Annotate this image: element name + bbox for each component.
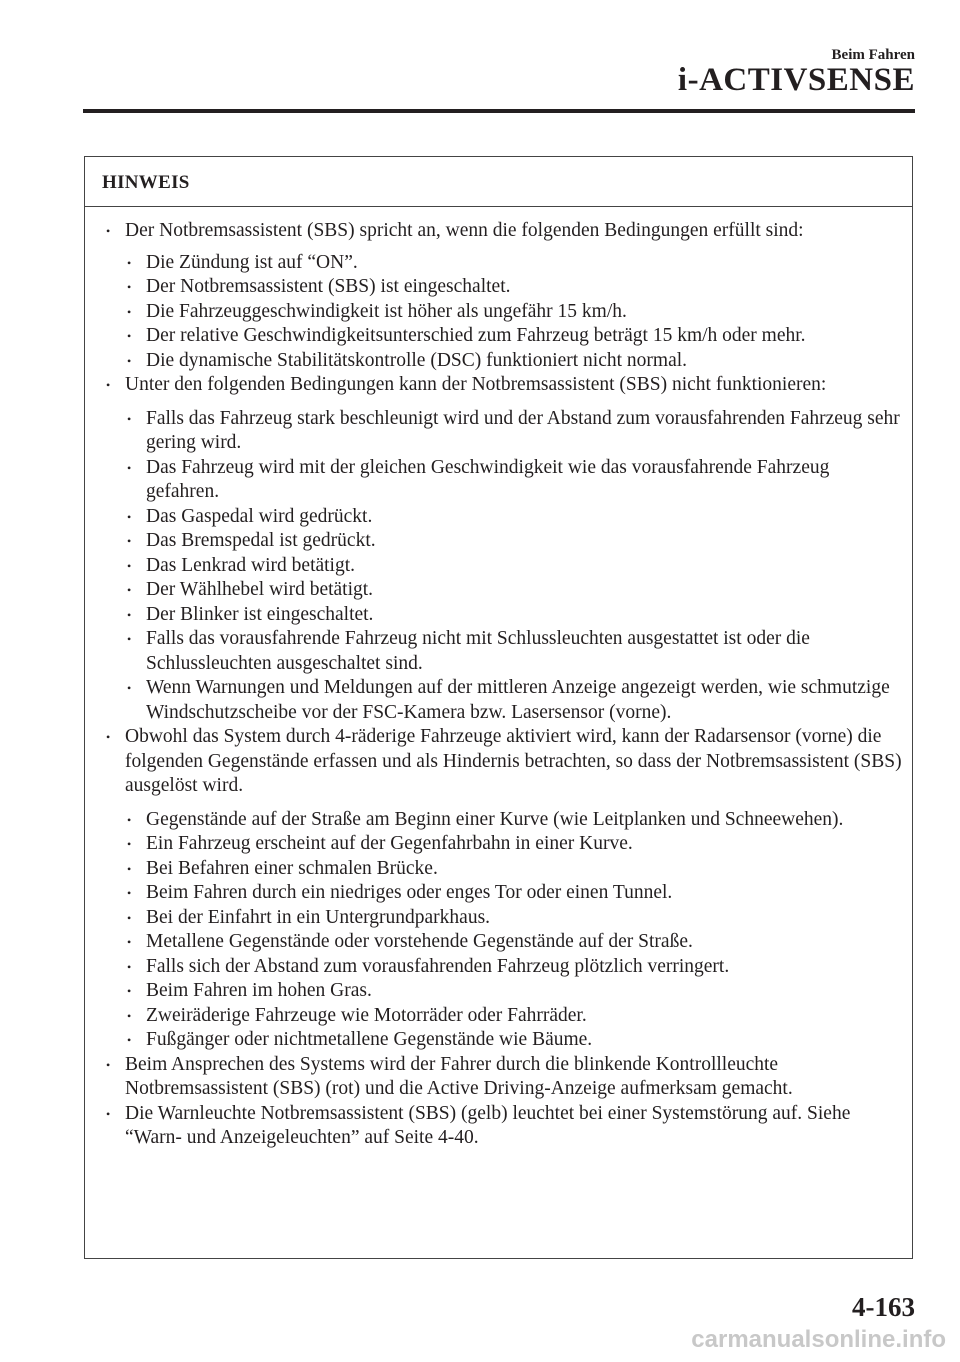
- header-divider: [83, 109, 915, 113]
- list-item: • Die dynamische Stabilitätskontrolle (DSC) funktioniert nicht normal.: [127, 349, 906, 374]
- list-item: • Metallene Gegenstände oder vorstehende Gegenstände auf der Straße.: [127, 930, 906, 955]
- list-item: • Das Fahrzeug wird mit der gleichen Geschwindigkeit wie das vorausfahrende Fahrzeug gefahren.: [127, 456, 906, 505]
- list-item: • Zweiräderige Fahrzeuge wie Motorräder oder Fahrräder.: [127, 1004, 906, 1029]
- spacer: [106, 799, 906, 808]
- note-bullet-false-detection: [106, 725, 906, 799]
- bullet-text: Unter den folgenden Bedingungen kann der Notbremsassistent (SBS) nicht funktionieren:: [125, 374, 827, 395]
- list-item: • Die Fahrzeuggeschwindigkeit ist höher als ungefähr 15 km/h.: [127, 300, 906, 325]
- note-bullet-warning-light: [106, 1102, 906, 1151]
- list-item: • Falls das Fahrzeug stark beschleunigt wird und der Abstand zum vorausfahrenden Fahrzeug sehr gering wird.: [127, 407, 906, 456]
- note-bullet-driver-alert: [106, 1053, 906, 1102]
- list-item: • Das Bremspedal ist gedrückt.: [127, 529, 906, 554]
- activation-conditions-list: [106, 251, 906, 374]
- list-item: • Der Wählhebel wird betätigt.: [127, 578, 906, 603]
- bullet-text: Der Notbremsassistent (SBS) spricht an, wenn die folgenden Bedingungen erfüllt sind:: [125, 220, 804, 241]
- list-item: • Der Notbremsassistent (SBS) ist eingeschaltet.: [127, 275, 906, 300]
- note-heading: HINWEIS: [85, 157, 912, 207]
- list-item: • Die Zündung ist auf “ON”.: [127, 251, 906, 276]
- watermark: carmanualsonline.info: [691, 1326, 946, 1353]
- section-title: Beim Fahren: [831, 47, 915, 63]
- list-item: • Bei Befahren einer schmalen Brücke.: [127, 857, 906, 882]
- list-item: • Falls das vorausfahrende Fahrzeug nicht mit Schlussleuchten ausgestattet ist oder die Schlussleuchten ausgeschaltet sind.: [127, 627, 906, 676]
- list-item: • Der relative Geschwindigkeitsunterschied zum Fahrzeug beträgt 15 km/h oder mehr.: [127, 324, 906, 349]
- list-item: • Das Lenkrad wird betätigt.: [127, 554, 906, 579]
- chapter-title: i-ACTIVSENSE: [677, 62, 915, 98]
- list-item: • Wenn Warnungen und Meldungen auf der mittleren Anzeige angezeigt werden, wie schmutzige Windschutzscheibe vor der FSC-Kamera bzw. Lasersensor (vorne).: [127, 676, 906, 725]
- list-item: • Gegenstände auf der Straße am Beginn einer Kurve (wie Leitplanken und Schneewehen).: [127, 808, 906, 833]
- list-item: • Ein Fahrzeug erscheint auf der Gegenfahrbahn in einer Kurve.: [127, 832, 906, 857]
- spacer: [106, 398, 906, 407]
- list-item: • Der Blinker ist eingeschaltet.: [127, 603, 906, 628]
- note-body: [85, 207, 912, 1151]
- note-bullet-activation: [106, 219, 906, 244]
- list-item: • Bei der Einfahrt in ein Untergrundparkhaus.: [127, 906, 906, 931]
- note-box: [84, 156, 913, 1259]
- list-item: • Das Gaspedal wird gedrückt.: [127, 505, 906, 530]
- page-number: 4-163: [852, 1292, 915, 1322]
- bullet-text: Beim Ansprechen des Systems wird der Fahrer durch die blinkende Kontrollleuchte Notbremsassistent (SBS) (rot) und die Active Driving-Anzeige aufmerksam gemacht.: [125, 1053, 793, 1099]
- false-detection-list: [106, 808, 906, 1053]
- non-operation-conditions-list: [106, 407, 906, 726]
- bullet-text: Die Warnleuchte Notbremsassistent (SBS) (gelb) leuchtet bei einer Systemstörung auf. Siehe “Warn- und Anzeigeleuchten” auf Seite 4-40.: [125, 1102, 851, 1148]
- note-bullet-non-operation: [106, 373, 906, 398]
- list-item: • Falls sich der Abstand zum vorausfahrenden Fahrzeug plötzlich verringert.: [127, 955, 906, 980]
- list-item: • Fußgänger oder nichtmetallene Gegenstände wie Bäume.: [127, 1028, 906, 1053]
- bullet-text: Obwohl das System durch 4-räderige Fahrzeuge aktiviert wird, kann der Radarsensor (vorne) die folgenden Gegenstände erfassen und als Hindernis betrachten, so dass der Notbremsassistent (SBS) ausgelöst wird.: [125, 726, 902, 796]
- list-item: • Beim Fahren im hohen Gras.: [127, 979, 906, 1004]
- list-item: • Beim Fahren durch ein niedriges oder enges Tor oder einen Tunnel.: [127, 881, 906, 906]
